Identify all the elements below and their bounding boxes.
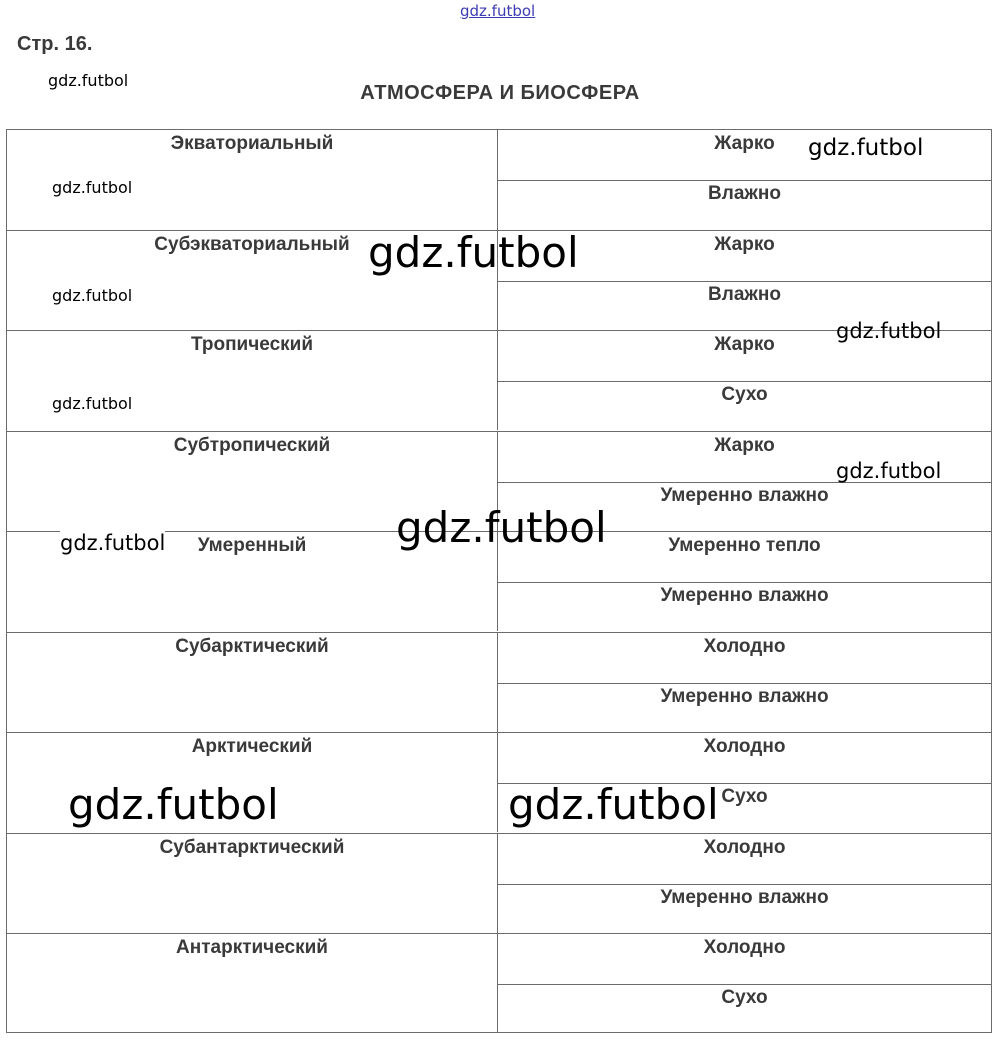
characteristic-temperature: Жарко <box>714 133 775 154</box>
table-row <box>7 330 991 430</box>
characteristic-temperature: Жарко <box>714 234 775 255</box>
watermark: gdz.futbol <box>368 228 579 277</box>
page-title: АТМОСФЕРА И БИОСФЕРА <box>360 82 640 104</box>
characteristic-temperature: Холодно <box>703 837 786 858</box>
characteristic-temperature: Умеренно тепло <box>668 535 821 556</box>
watermark: gdz.futbol <box>836 459 942 483</box>
zone-name: Антарктический <box>176 937 328 958</box>
zone-name: Субантарктический <box>159 837 345 858</box>
zone-name: Тропический <box>190 334 314 355</box>
characteristics-cell <box>498 934 991 1033</box>
zone-cell <box>7 834 498 933</box>
characteristic-humidity: Сухо <box>498 783 991 833</box>
watermark: gdz.futbol <box>52 286 133 305</box>
zone-cell <box>7 331 498 430</box>
watermark-link-top[interactable]: gdz.futbol <box>460 2 536 20</box>
watermark: gdz.futbol <box>508 780 719 829</box>
watermark: gdz.futbol <box>836 319 942 343</box>
characteristics-cell <box>498 633 991 732</box>
page-number-label: Стр. 16. <box>17 33 93 55</box>
characteristic-humidity: Сухо <box>498 984 991 1034</box>
zone-name: Арктический <box>191 736 313 757</box>
characteristic-temperature: Жарко <box>714 435 775 456</box>
zone-name: Субарктический <box>175 636 329 657</box>
zone-cell <box>7 934 498 1033</box>
watermark: gdz.futbol <box>48 71 129 90</box>
zone-cell <box>7 633 498 732</box>
watermark: gdz.futbol <box>52 178 133 197</box>
characteristic-temperature: Жарко <box>714 334 775 355</box>
characteristic-humidity: Умеренно влажно <box>498 482 991 532</box>
characteristic-humidity: Влажно <box>498 180 991 230</box>
characteristics-cell <box>498 834 991 933</box>
watermark: gdz.futbol <box>52 394 133 413</box>
characteristic-humidity: Влажно <box>498 281 991 331</box>
zone-name: Экваториальный <box>170 133 334 154</box>
characteristic-humidity: Умеренно влажно <box>498 884 991 934</box>
zone-name: Субтропический <box>173 435 331 456</box>
table-row <box>7 632 991 732</box>
characteristic-humidity: Умеренно влажно <box>498 582 991 632</box>
characteristic-humidity: Сухо <box>498 381 991 431</box>
zone-name: Умеренный <box>197 535 307 556</box>
characteristic-temperature: Холодно <box>703 736 786 757</box>
watermark: gdz.futbol <box>60 531 166 555</box>
characteristic-temperature: Холодно <box>703 636 786 657</box>
watermark: gdz.futbol <box>68 780 279 829</box>
characteristics-cell <box>498 331 991 430</box>
table-row <box>7 833 991 933</box>
characteristic-humidity: Умеренно влажно <box>498 683 991 733</box>
characteristic-temperature: Холодно <box>703 937 786 958</box>
watermark: gdz.futbol <box>396 503 607 552</box>
watermark: gdz.futbol <box>808 135 924 161</box>
zone-name: Субэкваториальный <box>154 234 350 255</box>
table-row <box>7 933 991 1033</box>
